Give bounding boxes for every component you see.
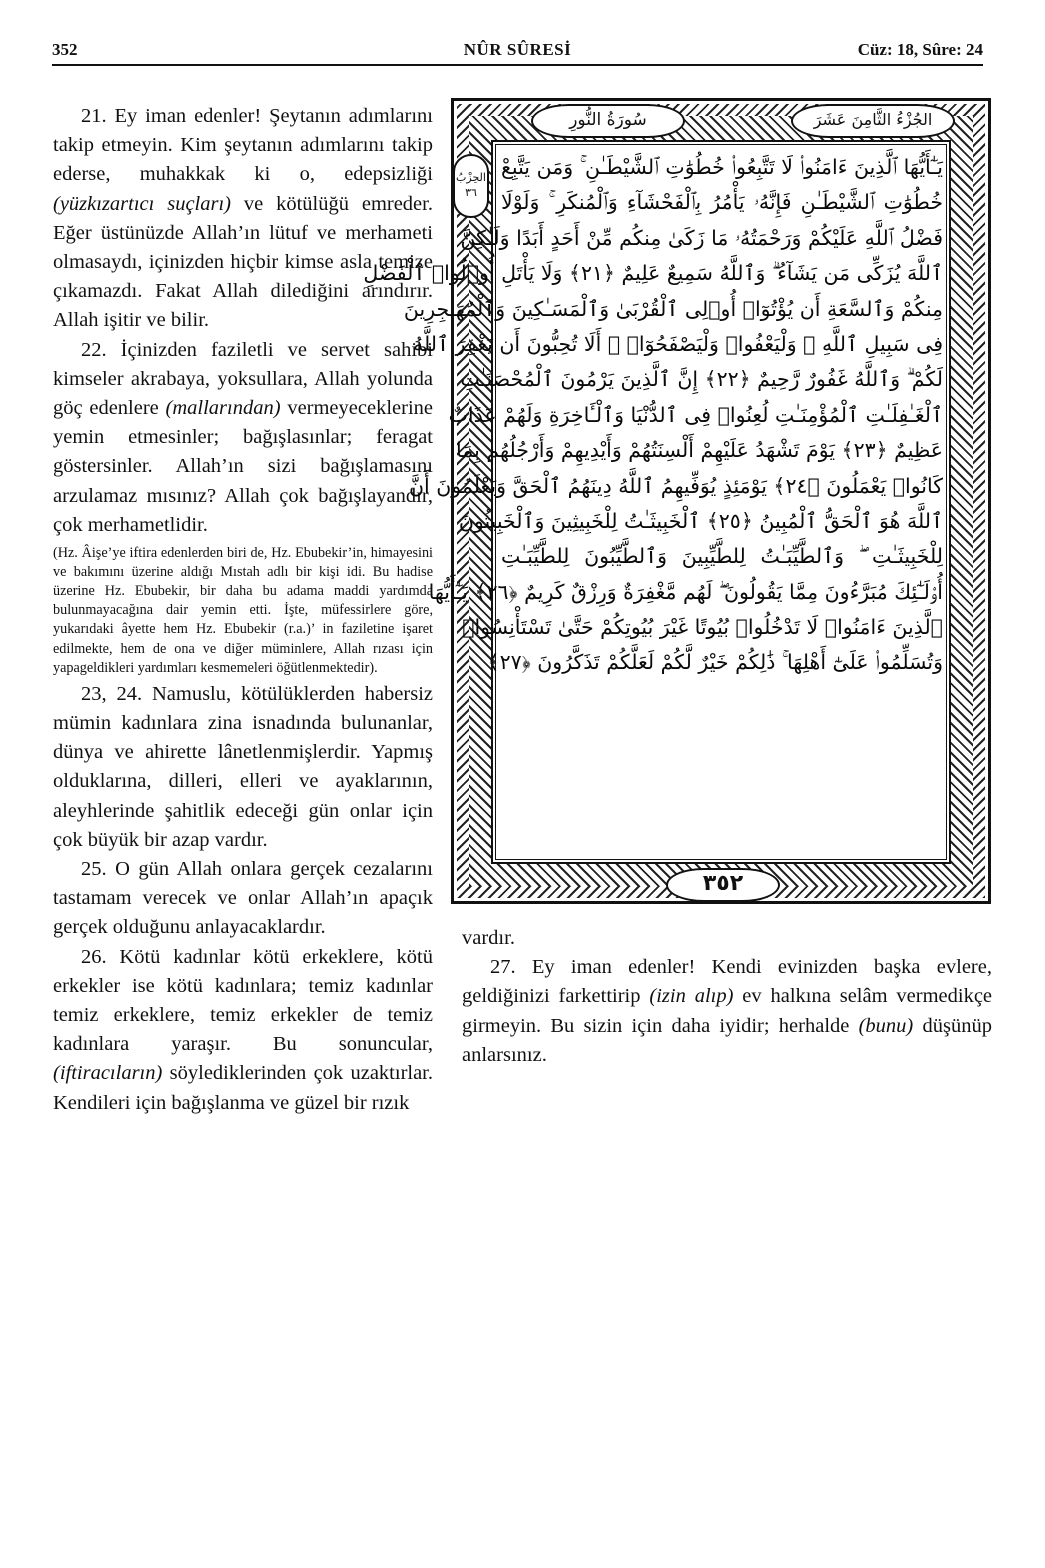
arabic-line: وَتُسَلِّمُوا۟ عَلَىٰٓ أَهْلِهَا ۚ ذَٰلِكُمْ خَيْرٌ لَّكُمْ لَعَلَّكُمْ تَذَكَّرُونَ ﴿٢٧﴾: [487, 650, 943, 675]
arabic-line: عَظِيمٌ ﴿٢٣﴾ يَوْمَ تَشْهَدُ عَلَيْهِمْ أَلْسِنَتُهُمْ وَأَيْدِيهِمْ وَأَرْجُلُهُم بِمَا: [456, 438, 943, 463]
verse-22: 22. İçinizden faziletli ve servet sahibi kimseler akrabaya, yoksullara, Allah yolunda göç edenlere (mallarından) vermeyeceklerine yemin etmesinler; bağışlasınlar; feragat göstersinler. Allah’ın sizi bağışlamasını arzulamaz mısınız? Allah çok bağışlayandır, çok merhametlidir.: [53, 338, 433, 536]
verse-21: 21. Ey iman edenler! Şeytanın adımlarını takip etmeyin. Kim şeytanın adımlarını takip ederse, muhakkak ki o, edepsizliği (yüzkızartıcı suçları) ve kötülüğü emreder. Eğer üstünüzde Allah’ın lütuf ve merhameti olmasaydı, içinizden hiçbir kimse asla temize çıkamazdı. Fakat Allah dilediğini arındırır. Allah işitir ve bilir.: [53, 105, 433, 332]
verse-26: 26. Kötü kadınlar kötü erkeklere, kötü erkekler ise kötü kadınlara; temiz kadınlar temiz erkeklere, temiz erkekler de temiz kadınlara yaraşır. Bu sonuncular, (iftiracıların) söylediklerinden çok uzaktırlar. Kendileri için bağışlanma ve güzel bir rızık: [53, 945, 434, 1114]
page-number: 352: [52, 40, 78, 59]
arabic-line: ٱللَّهَ يُزَكِّى مَن يَشَآءُ ۗ وَٱللَّهُ سَمِيعٌ عَلِيمٌ ﴿٢١﴾ وَلَا يَأْتَلِ أُو۟لُوا۟ ٱلْفَضْلِ: [363, 261, 943, 286]
mushaf-page-number-cartouche: ٣٥٢: [666, 868, 780, 902]
mushaf-page-frame: [363, 98, 991, 904]
verse-25: 25. O gün Allah onlara gerçek cezalarını tastamam verecek ve onlar Allah’ın apaçık gerçek olduğunu anlayacaklardır.: [53, 857, 433, 939]
arabic-line: فِى سَبِيلِ ٱللَّهِ ۖ وَلْيَعْفُوا۟ وَلْيَصْفَحُوٓا۟ ۗ أَلَا تُحِبُّونَ أَن يَغْفِرَ ٱللَّهُ: [413, 331, 943, 356]
footnote-verse-22: (Hz. Âişe’ye iftira edenlerden biri de, Hz. Ebubekir’in, himayesini ve bakımını üzerine aldığı Mıstah adlı bir kişi idi. Bu hadise üzerine Hz. Ebubekir, bir daha bu adama maddi yardımda bulunmayacağına dair yemin etti. İşte, müfessirlere göre, yukarıdaki âyette hem Hz. Ebubekir (r.a.)’ in faziletine işaret edilmekte, hem de ona ve diğer müminlere, Allah rızası için yapageldikleri yardımları kesmemeleri öğütlenmektedir).: [53, 545, 433, 676]
arabic-line: فَضْلُ ٱللَّهِ عَلَيْكُمْ وَرَحْمَتُهُۥ مَا زَكَىٰ مِنكُم مِّنْ أَحَدٍ أَبَدًا وَلَـٰكِنَّ: [460, 225, 943, 250]
verse-26-continuation: vardır.: [462, 927, 515, 949]
hizb-label: الحِزْبُ: [456, 171, 486, 184]
arabic-line: مِنكُمْ وَٱلسَّعَةِ أَن يُؤْتُوٓا۟ أُو۟لِى ٱلْقُرْبَىٰ وَٱلْمَسَـٰكِينَ وَٱلْمُهَـٰجِرِينَ: [403, 296, 943, 321]
hizb-cartouche: [453, 154, 489, 218]
hizb-number: ٣٦: [465, 186, 477, 199]
juz-surah-location: Cüz: 18, Sûre: 24: [857, 40, 983, 59]
arabic-line: يَـٰٓأَيُّهَا ٱلَّذِينَ ءَامَنُوا۟ لَا تَتَّبِعُوا۟ خُطُوَٰتِ ٱلشَّيْطَـٰنِ ۚ وَمَن يَتَّبِعْ: [501, 155, 943, 179]
surah-title: NÛR SÛRESİ: [463, 40, 572, 59]
juz-cartouche: الجُزْءُ الثَّامِنَ عَشَرَ: [791, 104, 955, 138]
verse-23-24: 23, 24. Namuslu, kötülüklerden habersiz mümin kadınlara zina isnadında bulunanlar, dünya ve ahirette lânetlenmişlerdir. Yapmış olduklarına, dilleri, elleri ve ayaklarının, aleyhlerinde şahitlik edeceği gün onlar için çok büyük bir azap vardır.: [53, 682, 433, 851]
arabic-line: أُو۟لَـٰٓئِكَ مُبَرَّءُونَ مِمَّا يَقُولُونَ ۖ لَهُم مَّغْفِرَةٌ وَرِزْقٌ كَرِيمٌ ﴿٢٦﴾ يَـٰٓأَيُّهَا: [428, 579, 943, 604]
page-header: [52, 34, 983, 66]
translation-left-column: [53, 102, 433, 1118]
arabic-line: ٱلَّذِينَ ءَامَنُوا۟ لَا تَدْخُلُوا۟ بُيُوتًا غَيْرَ بُيُوتِكُمْ حَتَّىٰ تَسْتَأْنِسُوا۟: [462, 615, 943, 640]
surah-name-cartouche: سُورَةُ النُّورِ: [531, 104, 685, 138]
arabic-line: ٱلْغَـٰفِلَـٰتِ ٱلْمُؤْمِنَـٰتِ لُعِنُوا۟ فِى ٱلدُّنْيَا وَٱلْـَٔاخِرَةِ وَلَهُمْ عَذَابٌ: [448, 402, 943, 427]
arabic-line: ٱللَّهَ هُوَ ٱلْحَقُّ ٱلْمُبِينُ ﴿٢٥﴾ ٱلْخَبِيثَـٰتُ لِلْخَبِيثِينَ وَٱلْخَبِيثُونَ: [458, 508, 943, 533]
translation-right-column: [462, 924, 992, 1070]
arabic-line: خُطُوَٰتِ ٱلشَّيْطَـٰنِ فَإِنَّهُۥ يَأْمُرُ بِٱلْفَحْشَآءِ وَٱلْمُنكَرِ ۚ وَلَوْلَا: [501, 190, 943, 215]
arabic-line: لَكُمْ ۗ وَٱللَّهُ غَفُورٌ رَّحِيمٌ ﴿٢٢﴾ إِنَّ ٱلَّذِينَ يَرْمُونَ ٱلْمُحْصَنَـٰتِ: [460, 367, 943, 392]
arabic-line: كَانُوا۟ يَعْمَلُونَ ﴿٢٤﴾ يَوْمَئِذٍ يُوَفِّيهِمُ ٱللَّهُ دِينَهُمُ ٱلْحَقَّ وَيَعْلَمُونَ أَنَّ: [408, 473, 943, 498]
verse-27: 27. Ey iman edenler! Kendi evinizden başka evlere, geldiğinizi farkettirip (izin alıp) ev halkına selâm vermedikçe girmeyin. Bu sizin için daha iyidir; herhalde (bunu) düşünüp anlarsınız.: [462, 956, 993, 1066]
arabic-line: لِلْخَبِيثَـٰتِ ۖ وَٱلطَّيِّبَـٰتُ لِلطَّيِّبِينَ وَٱلطَّيِّبُونَ لِلطَّيِّبَـٰتِ: [501, 544, 943, 569]
